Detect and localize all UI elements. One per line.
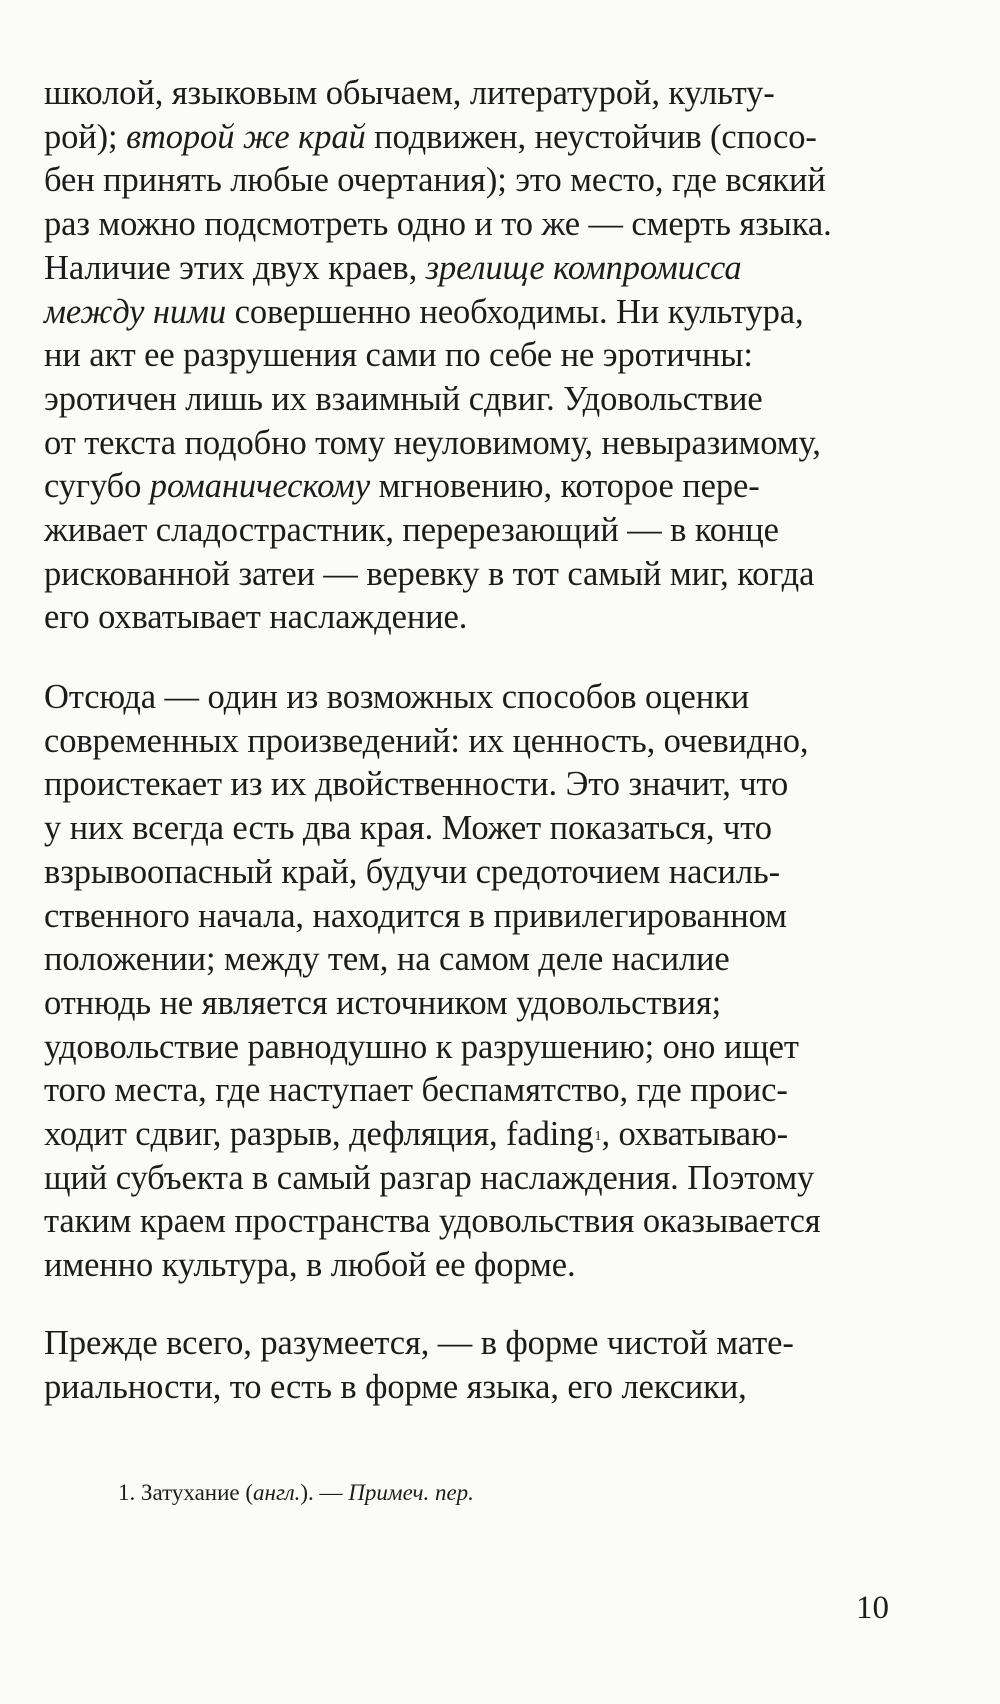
text-line: таким краем пространства удовольствия оказывается bbox=[44, 1202, 821, 1241]
text-line bbox=[44, 116, 924, 160]
text-run: Наличие этих двух краев, bbox=[44, 248, 426, 287]
italic-text: зрелище компромисса bbox=[425, 248, 742, 287]
text-line: проистекает из их двойственности. Это значит, что bbox=[44, 765, 789, 804]
text-line: ни акт ее разрушения сами по себе не эротичны: bbox=[44, 336, 753, 375]
text-line: щий субъекта в самый разгар наслаждения. Поэтому bbox=[44, 1158, 815, 1197]
footnote-text: 1. Затухание ( bbox=[118, 1480, 254, 1505]
text-line: его охватывает наслаждение. bbox=[44, 598, 468, 637]
paragraph-2 bbox=[44, 676, 924, 1288]
text-line: бен принять любые очертания); это место, где всякий bbox=[44, 161, 826, 200]
paragraph-3 bbox=[44, 1322, 924, 1409]
text-line: Отсюда — один из возможных способов оценки bbox=[44, 678, 750, 716]
italic-text: романическому bbox=[149, 467, 371, 506]
text-line: удовольствие равнодушно к разрушению; оно ищет bbox=[44, 1027, 799, 1066]
text-line: положении; между тем, на самом деле насилие bbox=[44, 940, 730, 979]
text-line: у них всегда есть два края. Может показаться, что bbox=[44, 809, 772, 848]
text-run: , охватываю- bbox=[601, 1115, 789, 1154]
text-line: раз можно подсмотреть одно и то же — смерть языка. bbox=[44, 205, 832, 244]
text-run: совершенно необходимы. Ни культура, bbox=[226, 292, 804, 331]
text-line bbox=[44, 465, 924, 509]
text-line: рискованной затеи — веревку в тот самый миг, когда bbox=[44, 554, 815, 593]
text-line: эротичен лишь их взаимный сдвиг. Удовольствие bbox=[44, 379, 763, 418]
text-run: ходит сдвиг, разрыв, дефляция, fading bbox=[44, 1115, 594, 1154]
footnote-text: ). — bbox=[300, 1480, 349, 1505]
text-run: сугубо bbox=[44, 467, 150, 506]
text-run: подвижен, неустойчив (спосо- bbox=[365, 117, 817, 156]
text-line: современных произведений: их ценность, очевидно, bbox=[44, 721, 809, 760]
footnote-ref[interactable]: 1 bbox=[594, 1129, 602, 1145]
text-line: Прежде всего, разумеется, — в форме чистой мате- bbox=[44, 1324, 794, 1362]
text-line: именно культура, в любой ее форме. bbox=[44, 1246, 576, 1285]
paragraph-1 bbox=[44, 72, 924, 640]
text-run: рой); bbox=[44, 117, 127, 156]
text-line: от текста подобно тому неуловимому, невыразимому, bbox=[44, 423, 821, 462]
text-line bbox=[44, 291, 924, 335]
text-line: риальности, то есть в форме языка, его лексики, bbox=[44, 1367, 747, 1406]
italic-text: второй же край bbox=[126, 117, 366, 156]
text-line: того места, где наступает беспамятство, где проис- bbox=[44, 1071, 788, 1110]
text-run: мгновению, которое пере- bbox=[370, 467, 760, 506]
page-number: 10 bbox=[856, 1590, 889, 1626]
italic-text: англ. bbox=[253, 1480, 301, 1505]
footnote bbox=[118, 1478, 474, 1508]
text-line bbox=[44, 1113, 924, 1157]
text-line: ственного начала, находится в привилегированном bbox=[44, 896, 787, 935]
italic-text: Примеч. пер. bbox=[348, 1480, 474, 1505]
text-line bbox=[44, 247, 924, 291]
text-line: отнюдь не является источником удовольствия; bbox=[44, 983, 722, 1022]
italic-text: между ними bbox=[44, 292, 227, 331]
text-line: живает сладострастник, перерезающий — в конце bbox=[44, 511, 779, 550]
text-line: взрывоопасный край, будучи средоточием насиль- bbox=[44, 852, 781, 891]
text-line: школой, языковым обычаем, литературой, культу- bbox=[44, 74, 775, 112]
